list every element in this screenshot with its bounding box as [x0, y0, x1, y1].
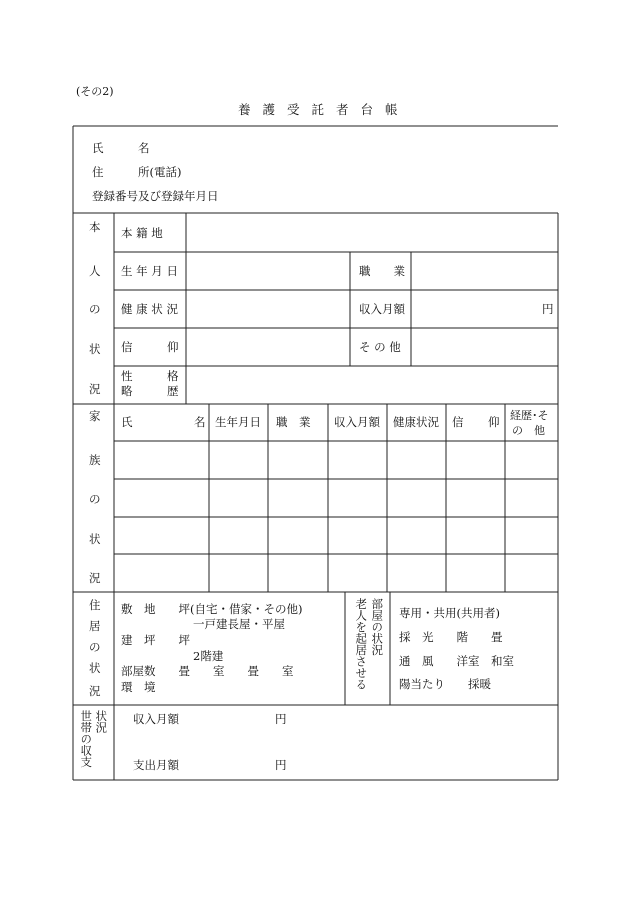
- housing-side-char: 居: [89, 619, 101, 633]
- family-col-religion: 仰: [488, 415, 500, 429]
- family-side-char: 状: [89, 532, 101, 546]
- floors-label: 2階建: [193, 649, 224, 663]
- family-col-occupation: 職 業: [276, 415, 311, 429]
- history-label: 略 歴: [121, 384, 179, 398]
- page-title: 養護受託者台帳: [238, 102, 410, 117]
- building-label: 建 坪 坪: [121, 633, 190, 647]
- family-col-health: 健康状況: [393, 415, 439, 429]
- housing-side-char: 住: [89, 598, 101, 612]
- birthdate-label: 生 年 月 日: [121, 264, 178, 278]
- personal-side-char: 況: [89, 382, 101, 396]
- lighting-label: 採 光 階 畳: [399, 630, 503, 644]
- ventilation-label: 通 風 洋室 和室: [399, 654, 514, 668]
- family-side-char: 況: [89, 571, 101, 585]
- religion-label: 信 仰: [121, 340, 179, 354]
- finance-vertical-label: 世帯の収支: [79, 710, 94, 768]
- personal-side-char: の: [89, 302, 101, 316]
- housing-side-char: の: [89, 640, 101, 654]
- family-col-other: 経歴･そ: [510, 409, 549, 422]
- housing-side-char: 状: [89, 661, 101, 675]
- family-side-char: 家: [89, 409, 101, 423]
- address-label: 住 所(電話): [92, 165, 182, 179]
- usage-label: 専用・共用(共用者): [399, 606, 500, 620]
- room-vertical-label: 老人を起居させる: [354, 598, 369, 690]
- finance-income-label: 収入月額: [133, 712, 179, 726]
- other-label: そ の 他: [359, 340, 401, 354]
- house-type-label: 一戸建長屋・平屋: [193, 617, 285, 631]
- income-yen: 円: [542, 302, 554, 316]
- sunlight-label: 陽当たり 採暖: [399, 677, 491, 691]
- registration-label: 登録番号及び登録年月日: [92, 189, 219, 203]
- family-col-birth: 生年月日: [215, 415, 261, 429]
- personal-side-char: 人: [89, 264, 101, 278]
- family-col-name: 名: [194, 415, 206, 429]
- finance-income-yen: 円: [275, 712, 287, 726]
- finance-expense-yen: 円: [275, 758, 287, 772]
- page-mark: (その2): [76, 85, 114, 98]
- lot-label: 敷 地 坪(自宅・借家・その他): [121, 602, 303, 616]
- environment-label: 環 境: [121, 680, 156, 694]
- rooms-label: 部屋数 畳 室 畳 室: [121, 664, 294, 678]
- income-label: 収入月額: [359, 302, 405, 316]
- housing-side-char: 況: [89, 684, 101, 698]
- family-side-char: の: [89, 492, 101, 506]
- personal-side-char: 本: [89, 220, 101, 234]
- character-label: 性 格: [121, 369, 179, 383]
- family-col-religion: 信: [452, 415, 464, 429]
- health-label: 健 康 状 況: [121, 302, 178, 316]
- occupation-label: 職 業: [359, 264, 405, 278]
- family-col-name: 氏: [121, 415, 133, 429]
- name-label: 氏 名: [92, 141, 150, 155]
- family-side-char: 族: [89, 453, 101, 467]
- personal-side-char: 状: [89, 342, 101, 356]
- domicile-label: 本 籍 地: [121, 226, 163, 240]
- finance-expense-label: 支出月額: [133, 758, 179, 772]
- family-col-other: の 他: [512, 424, 545, 437]
- finance-vertical-label: 状況: [94, 710, 109, 733]
- family-col-income: 収入月額: [334, 415, 380, 429]
- room-vertical-label: 部屋の状況: [370, 598, 385, 656]
